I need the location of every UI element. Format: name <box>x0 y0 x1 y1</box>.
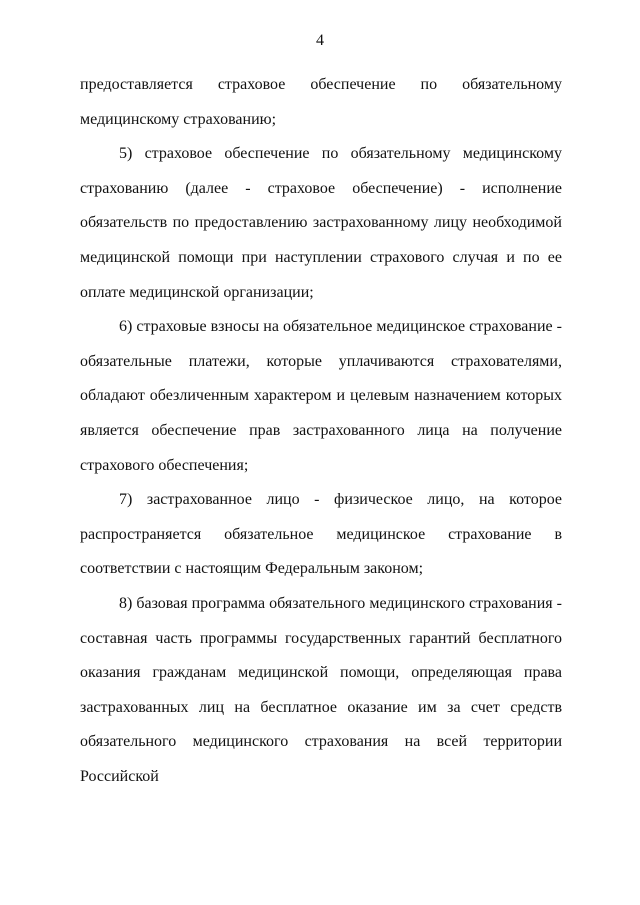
paragraph-item-5: 5) страховое обеспечение по обязательному медицинскому страхованию (далее - страховое обеспечение) - исполнение обязательств по предоставлению застрахованному лицу необходимой медицинской помощи при наступлении страхового случая и по ее оплате медицинской организации; <box>80 145 562 301</box>
paragraph-item-8: 8) базовая программа обязательного медицинского страхования - составная часть программы государственных гарантий бесплатного оказания гражданам медицинской помощи, определяющая права застрахованных лиц на бесплатное оказание им за счет средств обязательного медицинского страхования на всей территории Российской <box>80 594 562 785</box>
page-number: 4 <box>316 32 324 49</box>
paragraph-item-6: 6) страховые взносы на обязательное медицинское страхование - обязательные платежи, которые уплачиваются страхователями, обладают обезличенным характером и целевым назначением которых является обеспечение прав застрахованного лица на получение страхового обеспечения; <box>80 318 562 474</box>
paragraph-item-7: 7) застрахованное лицо - физическое лицо, на которое распространяется обязательное медицинское страхование в соответствии с настоящим Федеральным законом; <box>80 491 562 578</box>
document-body <box>80 68 562 794</box>
paragraph-continuation: предоставляется страховое обеспечение по обязательному медицинскому страхованию; <box>80 76 562 128</box>
